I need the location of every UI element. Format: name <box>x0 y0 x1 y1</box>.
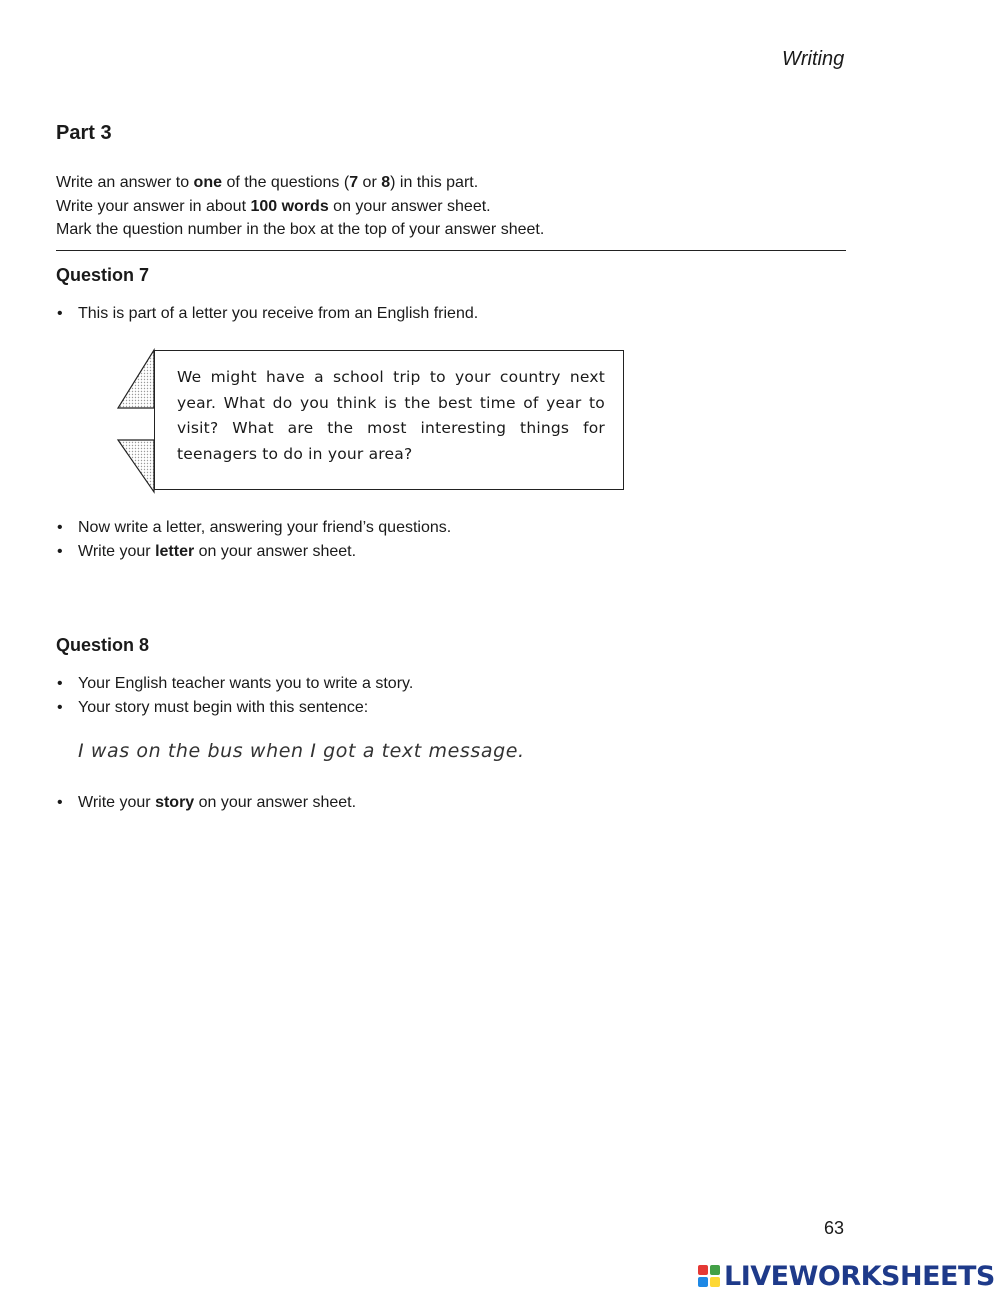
section-header: Writing <box>782 48 845 70</box>
brand-name: LIVEWORKSHEETS <box>724 1260 995 1292</box>
list-item: • Write your letter on your answer sheet. <box>56 540 451 564</box>
brand-watermark[interactable] <box>698 1259 995 1293</box>
logo-square <box>710 1277 720 1287</box>
part-title: Part 3 <box>56 122 112 144</box>
instruction-line: Write an answer to one of the questions (7 or 8) in this part. <box>56 174 479 191</box>
list-item: • Write your story on your answer sheet. <box>56 791 356 815</box>
question-8-intro-list <box>56 672 413 720</box>
letter-text: We might have a school trip to your country next year. What do you think is the best time of year to visit? What are the most interesting things for teenagers to do in your area? <box>154 350 624 490</box>
list-item: • This is part of a letter you receive from an English friend. <box>56 302 478 326</box>
instruction-line: Write your answer in about 100 words on your answer sheet. <box>56 197 491 215</box>
logo-square <box>698 1265 708 1275</box>
part-instructions <box>56 171 544 242</box>
letter-extract <box>116 348 628 494</box>
instruction-line: Mark the question number in the box at the top of your answer sheet. <box>56 221 545 238</box>
list-item: • Your English teacher wants you to write a story. <box>56 672 413 696</box>
question-8-task-list <box>56 791 356 815</box>
question-7-intro-list <box>56 302 478 326</box>
section-divider <box>56 250 846 251</box>
list-item: • Your story must begin with this sentence: <box>56 696 413 720</box>
question-7-title: Question 7 <box>56 265 150 285</box>
list-item: • Now write a letter, answering your friend’s questions. <box>56 516 451 540</box>
question-7-task-list <box>56 516 451 564</box>
logo-square <box>710 1265 720 1275</box>
page-number: 63 <box>824 1218 845 1238</box>
liveworksheets-logo-icon <box>698 1265 720 1287</box>
logo-square <box>698 1277 708 1287</box>
question-8-title: Question 8 <box>56 635 150 655</box>
story-opening-sentence: I was on the bus when I got a text message. <box>78 740 525 762</box>
